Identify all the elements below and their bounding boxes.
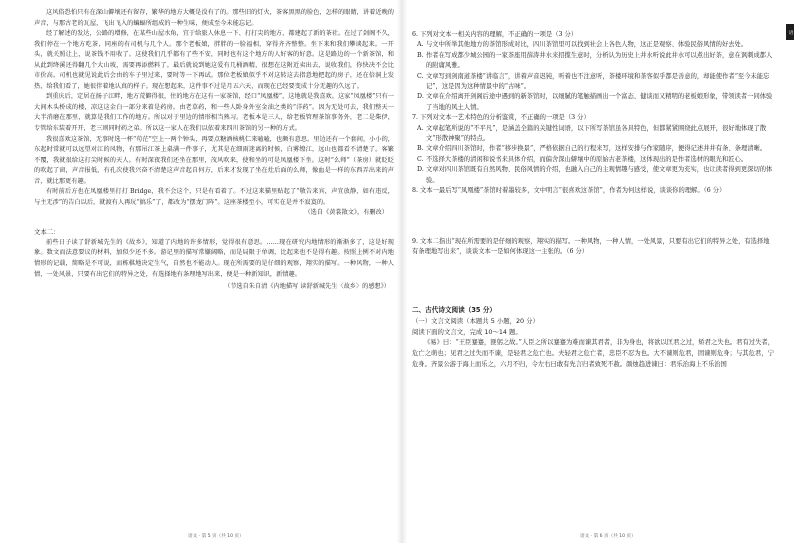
text-one-paragraph-3: 到重庆后，定居在扬子江畔，地方荒僻得很，住的地方在这有一家茶馆，经口“凤凰楼”，这地就是我喜欢。这家“凤凰楼”只有一大间木头桥成的楼，凉这这金白一部分来着是药房。由老草药，和一些人卧身外室金油之类的“洋药”。因为无处可去，我们整天一大半消磨在那里，就算是我们工作的地方。所以对于里边的情形相当熟习。老板本是三人，给老板管理茶馆事务外，老二是柴伊，专管给东装着开开，老三则同时药之弟。所以这一家人在我们以依着来四川茶馆的另一种的方式。 bbox=[34, 93, 394, 133]
question-9: 9. 文本二指出“现在所需要的是仔细的观察，翔实的描写。一种风物，一种人情，一处风景，只要有出它们的特异之处，有选择地有条理地写出来”，谈谈文本一是如何体现这一主张的。（6 分） bbox=[412, 237, 770, 255]
question-7-stem: 7. 下列对文本一艺术特色的分析鉴赏，不正确的一项是（3 分） bbox=[412, 114, 590, 122]
left-page-footer: 语文 · 第 5 页（共 10 页） bbox=[188, 534, 244, 539]
question-6-option-c: C. 文章写到剑南道茶楼“讲临言”，讲着声音迟钝，听着也不注意听，茶楼环境和茶客似乎都是善意的，却能使作者“至今未能忘记”，这是因为这种情景中的“古味”。 bbox=[417, 72, 770, 91]
question-6-option-b: B. 作者在写成都少城公园的一家茶座用薛涛井水来招揽生意时，分析认为历史上井水听说此井水可以煮出好茶，意在讽刺成都人的附庸风雅。 bbox=[417, 51, 773, 70]
text-two-signature: （节选自朱自清《内地描写 读舒新城先生〈故乡〉的感想》） bbox=[224, 283, 390, 291]
text-one-source: （选自《黄裳散文》，有删改） bbox=[304, 209, 388, 217]
classical-chinese-passage: 《易》曰：“王臣蹇蹇，匪躬之故。”人臣之所以蹇蹇为难而谏其君者，非为身也，将欲以匡君之过，矫君之失也。君有过失者，危亡之萌也；见君之过失而不谏，是轻君之危亡也。夫轻君之危亡者，忠臣不忍为也。大不谏则危君，固谏则危身；与其危君，宁危身。齐景公游于海上而乐之，六月不归，令左右曰敢有先言归者致死不赦。颜烛趋进谏曰：君乐治海上不乐治国 bbox=[412, 339, 774, 368]
section-two-heading: 二、古代诗文阅读（35 分） bbox=[412, 306, 497, 315]
question-7-option-c: C. 不选择大茶楼的清闲和说书来具体介绍，而偏舍深山僻壤中的原始古老茶楼，这体现出的是作者选材的眼光和匠心。 bbox=[417, 155, 748, 163]
question-8-answer-space[interactable] bbox=[412, 197, 774, 237]
question-7-option-d: D. 文章对四川茶馆既有自然风物、民俗风情的介绍，也融入自己的主观情趣与感受，使文章更为充实，也让读者得到更深切的体验。 bbox=[417, 166, 773, 184]
text-two-heading: 文本二： bbox=[34, 227, 60, 236]
question-6-stem: 6. 下列对文本一相关内容的理解，不正确的一项是（3 分） bbox=[412, 31, 578, 38]
right-page bbox=[402, 0, 794, 543]
text-one-paragraph-4: 我很喜欢这茶馆，无事时选一杯“苟茫”空上一两个钟头，再要点糖酒核桃仁来嗑嗑，也颇有意思。里边还有一个套间，小小的，东起时常就可以远望对江的风物，有那吊江茶上桌满一件事子，尤其是在细雨迷离的时候，白雾缭江，远山也都看不清楚了。客繁不覆，我就很给这打尖时候的天人。有时深夜我们还坐在那里，茂风吹来，使和坐的可是凤凰楼下坐。这时“么师”（茶房）就眨眨的吹起了窗，声音报低，有孔次使我兴奋不清楚这声音起自何方，后来才发现了坐在灶后面的么师，像血是一样的东西弄出来的声音，就比那更有趣。 bbox=[34, 135, 394, 185]
side-tab: 语 bbox=[786, 24, 794, 40]
text-one-paragraph-1: 这风俗恐怕只有在深山僻壤还有留存，繁华的地方大概是没有了的。那些旧的灯火，茶客黑黑的脸色，怎样的眼睛，讲着近晚的声音，与那古老的瓦屋，飞出飞入的蝙蝠所组成的一种生味，便成至今未能忘记。 bbox=[34, 9, 394, 27]
text-one-paragraph-5: 有时前后方也在凤凰楼里打打 Bridge，我不会这个，只是有看着了。不过这来猫里贴起了“敬告来宾，声宜放静，如有违反，与主无涉”的告白以后，就渡有人再玩“搞乐”了，都改为“摆龙门阵”。这座茶楼至小，可实在是并不寂寞的。 bbox=[34, 188, 394, 206]
text-two-paragraph: 前些日子读了舒新城先生的《故乡》，知道了内地的许多情形，觉得很有意思。……现在研究内地情形的渐渐多了，这是好现象。数文而法意要议的材料，加似少还不多。游记里的描写常嫌阔略，而是局限于单调，比起来也不是得有趣。按照上例不对内地情形的记载，简略是不可说，而栋棋地决定生气，自然也不能动人。现在所需要的是仔细的观察，翔实的描写。一种风物，一种人情，一处风景，只要有出它们的特异之处，有选择地有条理地写出来，便是一种新知识，新情趣。 bbox=[34, 238, 394, 278]
right-page-footer: 语文 · 第 6 页（共 10 页） bbox=[580, 534, 636, 539]
question-9-answer-space[interactable] bbox=[412, 257, 774, 305]
question-7-option-b: B. 文章介绍四川茶馆时，作者“移步换景”，严格依据自己的行程来写，这样安排与作家随序，便得记述井井有条、条理清晰。 bbox=[417, 145, 767, 153]
question-7-option-a: A. 文章起笔所说的“不平凡”，是涵盖全篇的关键性词语，以下所写茶馆虽各具特色，但都紧紧围绕此点展开，很好地体现了散文“形散神聚”的特点。 bbox=[417, 124, 767, 143]
text-one-paragraph-2: 经了解述的发达，公路的增修，在某些山屋水角，宜于给旅人休息一下、打打尖的地方，都建起了新的茶社。在过了剑阁不久，我们停在一个地方吃茶，同座的有司机与几个人。那个老板娘，胖胖的一脸福相，穿得齐齐整整。坐下来和我们攀谈起来。一开头，就关照让上，说茶钱不用收了。这使我们几乎都有了些不安，同时也有这个地方的人好客的好意。这是路边的一个新茶馆，和从此到绛溪还得翻几个大山坡，需要再添燃料了。最后就说到她这爱有几桶酒精，很想在这附近卖出去，说收我们，你快决不会比市价高。司机也就见说此后会由的车子里过来，要时等一下再试。那位老板娘似乎不对这转这去指意地把起的房子，还在倍洞上发热，给我们看了，她很伴着地认真的样子。现在想起来，这件事不过是月五六天，而现在已经要变成十分无趣的久远了。 bbox=[34, 30, 394, 90]
question-6-option-a: A. 与文中所举其他地方的茶馆形成对比，四川茶馆里可以找到社会上各色人物，这正是观察、体验民俗风情的好去处。 bbox=[417, 41, 748, 49]
question-8: 8. 文本一最后写“凤凰楼”茶馆时着墨较多，文中明言“很喜欢这茶馆”，作者为何这样说，谈谈你的理解。（6 分） bbox=[412, 187, 726, 195]
reading-instruction: 阅读下面的文言文，完成 10～14 题。 bbox=[412, 328, 522, 337]
classical-subsection-heading: （一）文言文阅读（本题共 5 小题，20 分） bbox=[412, 317, 539, 326]
question-6-option-d: D. 文章在介绍离开剑阁后途中遇到的新茶馆时，以细腻的笔触描画出一个富态、健谈而又精明的老板娘形象，带领读者一同体验了当地的风土人情。 bbox=[417, 93, 773, 111]
